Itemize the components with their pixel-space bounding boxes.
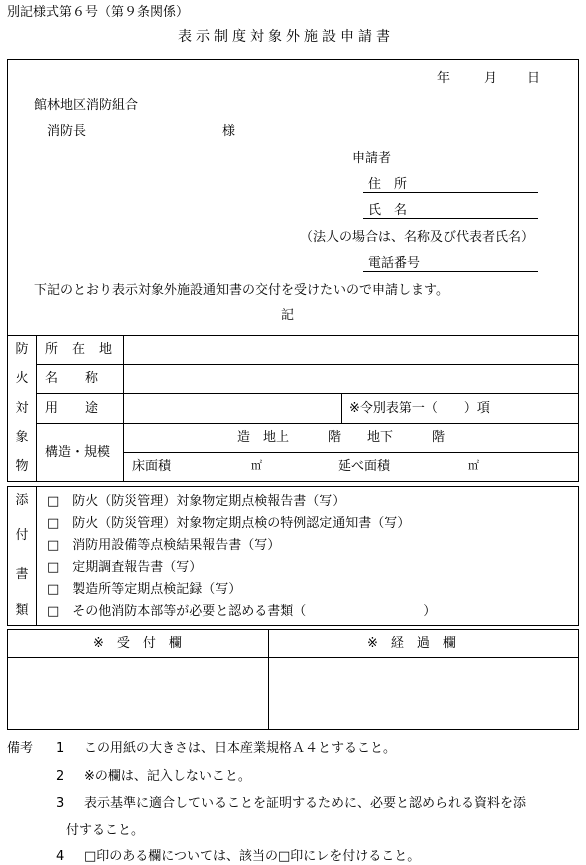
location-label: 所在地 xyxy=(45,342,127,357)
attach-side-char-2: 付 xyxy=(15,528,29,543)
date-year: 年 xyxy=(437,71,451,86)
total-area-label: 延べ面積 xyxy=(338,459,391,474)
object-side-char-5: 物 xyxy=(15,459,29,474)
addressee-honorific: 様 xyxy=(222,124,236,139)
note-continuation: 付すること。 xyxy=(66,823,145,838)
name-underline xyxy=(363,218,538,219)
note-text: ※の欄は、記入しないこと。 xyxy=(84,769,251,784)
attach-side-char-1: 添 xyxy=(15,493,29,508)
applicant-label: 申請者 xyxy=(352,151,392,166)
attachment-item[interactable]: □ 防火（防災管理）対象物定期点検の特例認定通知書（写） xyxy=(47,516,411,531)
total-area-unit: ㎡ xyxy=(468,459,479,472)
floor-area-unit: ㎡ xyxy=(251,459,262,472)
object-side-char-1: 防 xyxy=(15,342,29,357)
note-text: この用紙の大きさは、日本産業規格Ａ４とすること。 xyxy=(84,741,397,756)
attachment-item[interactable]: □ 消防用設備等点検結果報告書（写） xyxy=(47,538,281,553)
progress-label: ※ 経 過 欄 xyxy=(367,636,456,651)
floor-area-label: 床面積 xyxy=(132,459,172,474)
attachment-item[interactable]: □ 防火（防災管理）対象物定期点検報告書（写） xyxy=(47,494,346,509)
address-underline xyxy=(363,192,538,193)
phone-label: 電話番号 xyxy=(368,256,421,271)
address-label: 住 所 xyxy=(368,177,408,192)
receipt-label: ※ 受 付 欄 xyxy=(93,636,182,651)
addressee-title: 消防長 xyxy=(47,124,87,139)
statement: 下記のとおり表示対象外施設通知書の交付を受けたいので申請します。 xyxy=(34,283,449,298)
structure-line: 造 地上 階 地下 階 xyxy=(237,430,446,445)
notes-heading: 備考 xyxy=(7,741,34,756)
attachment-item[interactable]: □ 製造所等定期点検記録（写） xyxy=(47,582,242,597)
object-side-char-4: 象 xyxy=(15,430,29,445)
use-label: 用途 xyxy=(45,401,126,416)
use-note: ※令別表第一（ ）項 xyxy=(349,401,490,416)
attach-side-char-4: 類 xyxy=(15,603,29,618)
date-day: 日 xyxy=(527,71,541,86)
name-field-label: 名称 xyxy=(45,371,126,386)
addressee-org: 館林地区消防組合 xyxy=(34,98,139,113)
attachment-item[interactable]: □ 定期調査報告書（写） xyxy=(47,560,203,575)
note-number: 1 xyxy=(56,741,65,756)
note-number: 4 xyxy=(56,849,65,864)
attachment-item[interactable]: □ その他消防本部等が必要と認める書類（ ） xyxy=(47,604,437,619)
object-side-char-3: 対 xyxy=(15,401,29,416)
phone-underline xyxy=(363,271,538,272)
date-month: 月 xyxy=(484,71,498,86)
note-number: 3 xyxy=(56,796,65,811)
ki-marker: 記 xyxy=(281,308,295,323)
name-label: 氏 名 xyxy=(368,203,408,218)
page-title: 表示制度対象外施設申請書 xyxy=(178,29,394,45)
form-id: 別記様式第６号（第９条関係） xyxy=(7,5,190,20)
note-text: □印のある欄については、該当の□印にレを付けること。 xyxy=(84,849,421,864)
note-number: 2 xyxy=(56,769,65,784)
corp-note: （法人の場合は、名称及び代表者氏名） xyxy=(300,230,535,245)
object-side-char-2: 火 xyxy=(15,371,29,386)
structure-label: 構造・規模 xyxy=(45,445,111,460)
note-text: 表示基準に適合していることを証明するために、必要と認められる資料を添 xyxy=(84,796,527,811)
attach-side-char-3: 書 xyxy=(15,567,29,582)
